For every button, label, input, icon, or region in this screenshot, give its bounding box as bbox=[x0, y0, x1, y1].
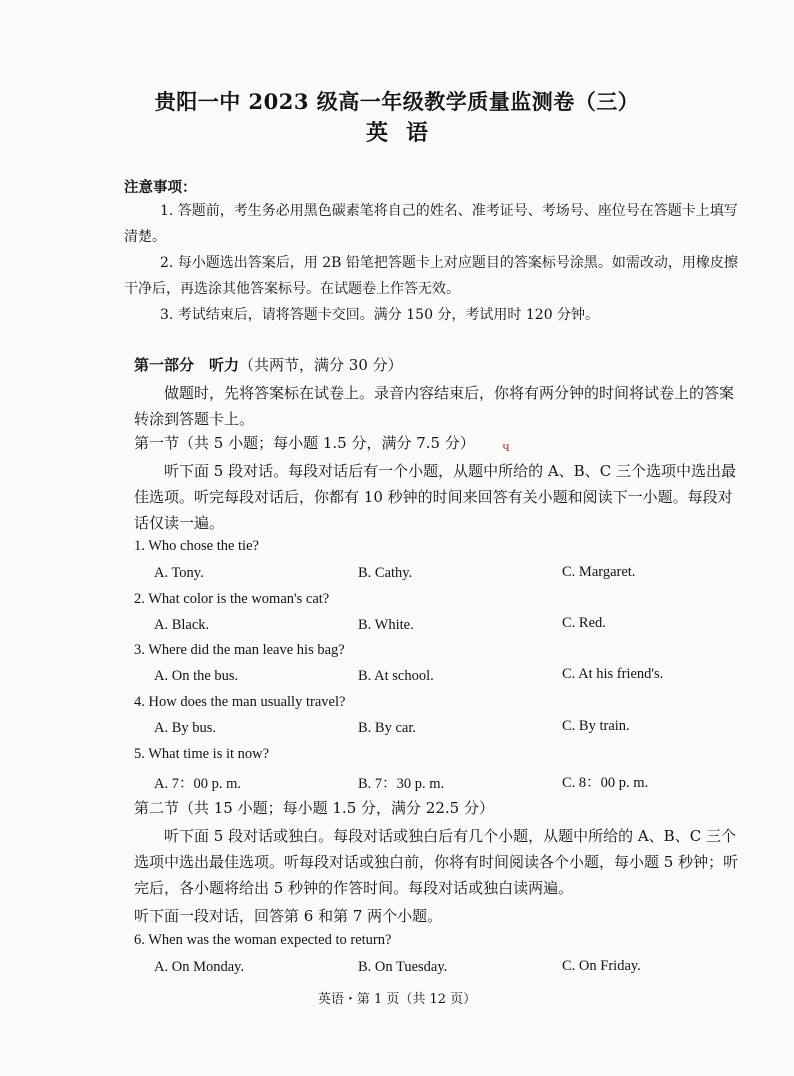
q1-option-b: B. Cathy. bbox=[358, 565, 413, 581]
q1-option-a: A. Tony. bbox=[154, 565, 204, 581]
section2-instruction: 听下面一段对话，回答第 6 和第 7 两个小题。 bbox=[134, 907, 443, 925]
q4-option-c: C. By train. bbox=[562, 718, 630, 734]
q5-option-b: B. 7：30 p. m. bbox=[358, 776, 445, 792]
notice-item-2: 2. 每小题选出答案后，用 2B 铅笔把答题卡上对应题目的答案标号涂黑。如需改动，用橡皮擦干净后，再选涂其他答案标号。在试题卷上作答无效。 bbox=[124, 255, 738, 297]
q6-option-a: A. On Monday. bbox=[154, 959, 245, 975]
handwritten-mark: ч bbox=[502, 440, 510, 454]
q1-option-c: C. Margaret. bbox=[562, 564, 636, 580]
q3-option-a: A. On the bus. bbox=[154, 668, 239, 684]
q3-option-c: C. At his friend's. bbox=[562, 666, 664, 682]
notice-item-3: 3. 考试结束后，请将答题卡交回。满分 150 分，考试用时 120 分钟。 bbox=[160, 307, 600, 323]
q5-option-c: C. 8：00 p. m. bbox=[562, 775, 649, 791]
part1-intro: 做题时，先将答案标在试卷上。录音内容结束后，你将有两分钟的时间将试卷上的答案转涂到答题卡上。 bbox=[134, 384, 735, 428]
part1-title: 第一部分 听力 bbox=[134, 356, 240, 374]
q2-option-a: A. Black. bbox=[154, 617, 210, 633]
q5-option-a: A. 7：00 p. m. bbox=[154, 776, 241, 792]
section2-intro: 听下面 5 段对话或独白。每段对话或独白后有几个小题，从题中所给的 A、B、C 三个选项中选出最佳选项。听每段对话或独白前，你将有时间阅读各个小题，每小题 5 秒钟；听完后，各小题将给出 5 秒钟的作答时间。每段对话或独白读两遍。 bbox=[134, 827, 739, 897]
question-6: 6. When was the woman expected to return? bbox=[134, 932, 392, 948]
q3-option-b: B. At school. bbox=[358, 668, 434, 684]
q6-option-c: C. On Friday. bbox=[562, 958, 641, 974]
q6-option-b: B. On Tuesday. bbox=[358, 959, 448, 975]
q4-option-a: A. By bus. bbox=[154, 720, 217, 736]
q4-option-b: B. By car. bbox=[358, 720, 416, 736]
notice-heading: 注意事项： bbox=[124, 179, 197, 196]
page-footer: 英语・第 1 页（共 12 页） bbox=[317, 992, 477, 1007]
question-1: 1. Who chose the tie? bbox=[134, 538, 259, 554]
section1-heading: 第一节（共 5 小题；每小题 1.5 分，满分 7.5 分） bbox=[134, 434, 475, 452]
notice-item-1: 1. 答题前，考生务必用黑色碳素笔将自己的姓名、准考证号、考场号、座位号在答题卡上填写清楚。 bbox=[124, 203, 738, 245]
question-5: 5. What time is it now? bbox=[134, 746, 270, 762]
q2-option-c: C. Red. bbox=[562, 615, 606, 631]
question-4: 4. How does the man usually travel? bbox=[134, 694, 346, 710]
exam-title: 贵阳一中 2023 级高一年级教学质量监测卷（三） bbox=[154, 89, 640, 114]
part1-heading bbox=[134, 354, 403, 375]
part1-note: （共两节，满分 30 分） bbox=[239, 356, 403, 374]
q2-option-b: B. White. bbox=[358, 617, 414, 633]
section1-intro: 听下面 5 段对话。每段对话后有一个小题，从题中所给的 A、B、C 三个选项中选出最佳选项。听完每段对话后，你都有 10 秒钟的时间来回答有关小题和阅读下一小题。每段对话仅读一遍。 bbox=[134, 462, 736, 532]
question-2: 2. What color is the woman's cat? bbox=[134, 591, 330, 607]
question-3: 3. Where did the man leave his bag? bbox=[134, 642, 345, 658]
exam-subject: 英语 bbox=[365, 120, 446, 146]
section2-heading: 第二节（共 15 小题；每小题 1.5 分，满分 22.5 分） bbox=[134, 799, 494, 817]
